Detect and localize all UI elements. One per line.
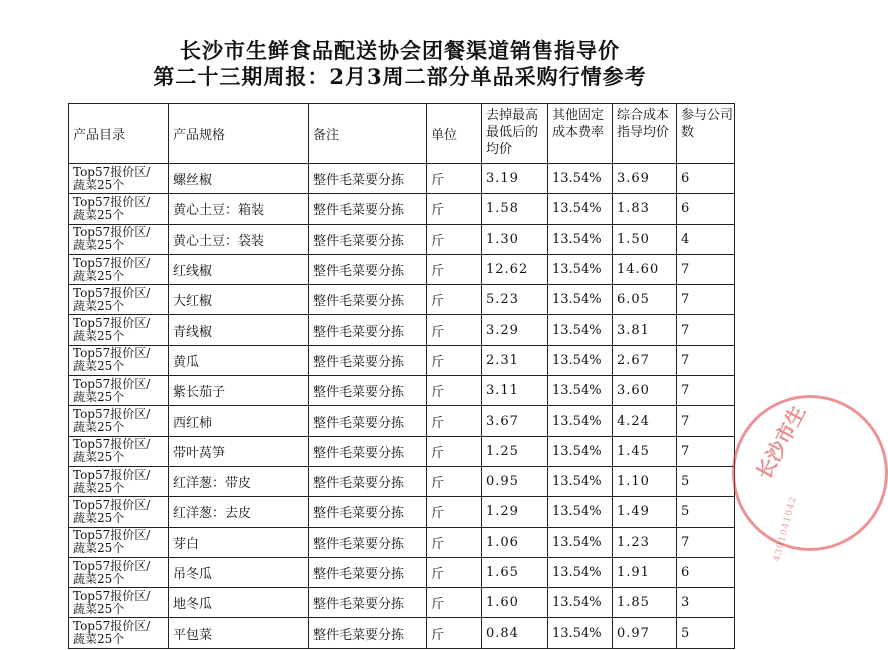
table-row bbox=[69, 345, 735, 375]
cell-company-count: 7 bbox=[677, 406, 735, 436]
cell-unit: 斤 bbox=[427, 497, 482, 527]
cell-fixed-rate: 13.54% bbox=[548, 497, 613, 527]
cell-note: 整件毛菜要分拣 bbox=[309, 345, 427, 375]
cell-category bbox=[69, 376, 169, 406]
header-fixed-rate: 其他固定成本费率 bbox=[548, 104, 613, 164]
category-text: 蔬菜25个 bbox=[73, 389, 125, 404]
table-row bbox=[69, 588, 735, 618]
cell-avg-price: 1.60 bbox=[482, 588, 548, 618]
cell-avg-price: 3.67 bbox=[482, 406, 548, 436]
category-text: Top57报价区/ bbox=[73, 558, 151, 573]
cell-category bbox=[69, 406, 169, 436]
cell-guide-price: 0.97 bbox=[613, 618, 677, 648]
cell-note: 整件毛菜要分拣 bbox=[309, 618, 427, 648]
cell-note: 整件毛菜要分拣 bbox=[309, 224, 427, 254]
category-text: 蔬菜25个 bbox=[73, 571, 125, 586]
cell-spec: 带叶莴笋 bbox=[169, 436, 309, 466]
table-row bbox=[69, 527, 735, 557]
cell-unit: 斤 bbox=[427, 436, 482, 466]
cell-fixed-rate: 13.54% bbox=[548, 315, 613, 345]
cell-unit: 斤 bbox=[427, 224, 482, 254]
table-header-row bbox=[69, 104, 735, 164]
table-row bbox=[69, 194, 735, 224]
cell-guide-price: 1.23 bbox=[613, 527, 677, 557]
cell-category bbox=[69, 224, 169, 254]
cell-spec: 螺丝椒 bbox=[169, 164, 309, 194]
cell-fixed-rate: 13.54% bbox=[548, 254, 613, 284]
cell-note: 整件毛菜要分拣 bbox=[309, 406, 427, 436]
table-row bbox=[69, 497, 735, 527]
header-note: 备注 bbox=[309, 104, 427, 164]
category-text: 蔬菜25个 bbox=[73, 238, 125, 253]
cell-note: 整件毛菜要分拣 bbox=[309, 194, 427, 224]
cell-avg-price: 1.29 bbox=[482, 497, 548, 527]
cell-unit: 斤 bbox=[427, 406, 482, 436]
cell-guide-price: 3.81 bbox=[613, 315, 677, 345]
category-text: 蔬菜25个 bbox=[73, 450, 125, 465]
cell-avg-price: 5.23 bbox=[482, 285, 548, 315]
cell-category bbox=[69, 466, 169, 496]
category-text: 蔬菜25个 bbox=[73, 359, 125, 374]
cell-spec: 黄心土豆：袋装 bbox=[169, 224, 309, 254]
category-text: 蔬菜25个 bbox=[73, 541, 125, 556]
cell-company-count: 5 bbox=[677, 618, 735, 648]
cell-unit: 斤 bbox=[427, 254, 482, 284]
cell-guide-price: 3.60 bbox=[613, 376, 677, 406]
cell-fixed-rate: 13.54% bbox=[548, 618, 613, 648]
category-text: 蔬菜25个 bbox=[73, 268, 125, 283]
cell-note: 整件毛菜要分拣 bbox=[309, 285, 427, 315]
category-text: Top57报价区/ bbox=[73, 285, 151, 300]
cell-company-count: 7 bbox=[677, 527, 735, 557]
cell-note: 整件毛菜要分拣 bbox=[309, 466, 427, 496]
cell-company-count: 7 bbox=[677, 315, 735, 345]
table-row bbox=[69, 254, 735, 284]
cell-category bbox=[69, 618, 169, 648]
category-text: Top57报价区/ bbox=[73, 437, 151, 452]
cell-category bbox=[69, 497, 169, 527]
cell-unit: 斤 bbox=[427, 588, 482, 618]
cell-fixed-rate: 13.54% bbox=[548, 224, 613, 254]
category-text: 蔬菜25个 bbox=[73, 510, 125, 525]
seal-text: 长沙市生 bbox=[751, 401, 811, 484]
cell-category bbox=[69, 194, 169, 224]
header-guide-price: 综合成本指导均价 bbox=[613, 104, 677, 164]
cell-fixed-rate: 13.54% bbox=[548, 285, 613, 315]
cell-company-count: 7 bbox=[677, 285, 735, 315]
cell-unit: 斤 bbox=[427, 618, 482, 648]
cell-category bbox=[69, 254, 169, 284]
cell-unit: 斤 bbox=[427, 164, 482, 194]
cell-avg-price: 1.06 bbox=[482, 527, 548, 557]
category-text: 蔬菜25个 bbox=[73, 177, 125, 192]
cell-guide-price: 6.05 bbox=[613, 285, 677, 315]
cell-company-count: 7 bbox=[677, 436, 735, 466]
cell-avg-price: 1.58 bbox=[482, 194, 548, 224]
category-text: Top57报价区/ bbox=[73, 255, 151, 270]
cell-guide-price: 1.91 bbox=[613, 557, 677, 587]
table-row bbox=[69, 224, 735, 254]
cell-company-count: 4 bbox=[677, 224, 735, 254]
cell-unit: 斤 bbox=[427, 557, 482, 587]
category-text: Top57报价区/ bbox=[73, 407, 151, 422]
cell-company-count: 5 bbox=[677, 466, 735, 496]
cell-avg-price: 2.31 bbox=[482, 345, 548, 375]
table-row bbox=[69, 164, 735, 194]
document-title: 长沙市生鲜食品配送协会团餐渠道销售指导价 bbox=[180, 38, 620, 63]
cell-spec: 芽白 bbox=[169, 527, 309, 557]
category-text: Top57报价区/ bbox=[73, 528, 151, 543]
category-text: 蔬菜25个 bbox=[73, 601, 125, 616]
cell-company-count: 7 bbox=[677, 254, 735, 284]
table-row bbox=[69, 406, 735, 436]
cell-category bbox=[69, 345, 169, 375]
header-spec: 产品规格 bbox=[169, 104, 309, 164]
cell-note: 整件毛菜要分拣 bbox=[309, 254, 427, 284]
cell-fixed-rate: 13.54% bbox=[548, 406, 613, 436]
cell-spec: 黄心土豆：箱装 bbox=[169, 194, 309, 224]
cell-unit: 斤 bbox=[427, 285, 482, 315]
cell-unit: 斤 bbox=[427, 466, 482, 496]
cell-guide-price: 1.45 bbox=[613, 436, 677, 466]
table-row bbox=[69, 376, 735, 406]
cell-fixed-rate: 13.54% bbox=[548, 527, 613, 557]
category-text: Top57报价区/ bbox=[73, 316, 151, 331]
cell-company-count: 7 bbox=[677, 345, 735, 375]
category-text: Top57报价区/ bbox=[73, 376, 151, 391]
cell-guide-price: 2.67 bbox=[613, 345, 677, 375]
cell-guide-price: 14.60 bbox=[613, 254, 677, 284]
cell-fixed-rate: 13.54% bbox=[548, 164, 613, 194]
table-row bbox=[69, 436, 735, 466]
cell-spec: 大红椒 bbox=[169, 285, 309, 315]
cell-fixed-rate: 13.54% bbox=[548, 557, 613, 587]
cell-avg-price: 3.29 bbox=[482, 315, 548, 345]
cell-avg-price: 12.62 bbox=[482, 254, 548, 284]
cell-company-count: 6 bbox=[677, 557, 735, 587]
cell-guide-price: 3.69 bbox=[613, 164, 677, 194]
cell-note: 整件毛菜要分拣 bbox=[309, 436, 427, 466]
cell-company-count: 6 bbox=[677, 194, 735, 224]
cell-category bbox=[69, 285, 169, 315]
cell-avg-price: 3.11 bbox=[482, 376, 548, 406]
cell-fixed-rate: 13.54% bbox=[548, 376, 613, 406]
cell-category bbox=[69, 588, 169, 618]
cell-spec: 地冬瓜 bbox=[169, 588, 309, 618]
cell-category bbox=[69, 436, 169, 466]
table-row bbox=[69, 618, 735, 648]
document-subtitle: 第二十三期周报：2月3周二部分单品采购行情参考 bbox=[153, 64, 647, 89]
cell-avg-price: 0.84 bbox=[482, 618, 548, 648]
cell-guide-price: 1.83 bbox=[613, 194, 677, 224]
category-text: Top57报价区/ bbox=[73, 588, 151, 603]
table-row bbox=[69, 285, 735, 315]
category-text: Top57报价区/ bbox=[73, 346, 151, 361]
header-unit: 单位 bbox=[427, 104, 482, 164]
category-text: Top57报价区/ bbox=[73, 164, 151, 179]
cell-unit: 斤 bbox=[427, 345, 482, 375]
category-text: 蔬菜25个 bbox=[73, 420, 125, 435]
category-text: Top57报价区/ bbox=[73, 619, 151, 634]
cell-category bbox=[69, 315, 169, 345]
cell-spec: 平包菜 bbox=[169, 618, 309, 648]
category-text: 蔬菜25个 bbox=[73, 329, 125, 344]
cell-guide-price: 1.10 bbox=[613, 466, 677, 496]
cell-spec: 黄瓜 bbox=[169, 345, 309, 375]
cell-note: 整件毛菜要分拣 bbox=[309, 557, 427, 587]
category-text: Top57报价区/ bbox=[73, 497, 151, 512]
cell-category bbox=[69, 557, 169, 587]
cell-category bbox=[69, 527, 169, 557]
header-company-count: 参与公司数 bbox=[677, 104, 735, 164]
cell-fixed-rate: 13.54% bbox=[548, 588, 613, 618]
cell-avg-price: 3.19 bbox=[482, 164, 548, 194]
seal-number: 4301041042 bbox=[772, 495, 800, 563]
cell-note: 整件毛菜要分拣 bbox=[309, 376, 427, 406]
cell-guide-price: 1.85 bbox=[613, 588, 677, 618]
cell-company-count: 7 bbox=[677, 376, 735, 406]
cell-spec: 红洋葱：带皮 bbox=[169, 466, 309, 496]
category-text: 蔬菜25个 bbox=[73, 207, 125, 222]
cell-fixed-rate: 13.54% bbox=[548, 436, 613, 466]
cell-unit: 斤 bbox=[427, 527, 482, 557]
cell-avg-price: 0.95 bbox=[482, 466, 548, 496]
header-avg-price: 去掉最高最低后的均价 bbox=[482, 104, 548, 164]
cell-guide-price: 1.49 bbox=[613, 497, 677, 527]
cell-fixed-rate: 13.54% bbox=[548, 466, 613, 496]
category-text: 蔬菜25个 bbox=[73, 632, 125, 647]
category-text: 蔬菜25个 bbox=[73, 480, 125, 495]
cell-company-count: 6 bbox=[677, 164, 735, 194]
cell-guide-price: 4.24 bbox=[613, 406, 677, 436]
cell-spec: 红线椒 bbox=[169, 254, 309, 284]
price-table bbox=[68, 103, 735, 649]
cell-spec: 红洋葱：去皮 bbox=[169, 497, 309, 527]
cell-spec: 吊冬瓜 bbox=[169, 557, 309, 587]
cell-avg-price: 1.30 bbox=[482, 224, 548, 254]
table-row bbox=[69, 466, 735, 496]
category-text: 蔬菜25个 bbox=[73, 298, 125, 313]
cell-company-count: 5 bbox=[677, 497, 735, 527]
category-text: Top57报价区/ bbox=[73, 194, 151, 209]
cell-company-count: 3 bbox=[677, 588, 735, 618]
cell-spec: 紫长茄子 bbox=[169, 376, 309, 406]
cell-spec: 西红柿 bbox=[169, 406, 309, 436]
cell-spec: 青线椒 bbox=[169, 315, 309, 345]
cell-note: 整件毛菜要分拣 bbox=[309, 527, 427, 557]
table-row bbox=[69, 315, 735, 345]
category-text: Top57报价区/ bbox=[73, 467, 151, 482]
cell-unit: 斤 bbox=[427, 194, 482, 224]
cell-category bbox=[69, 164, 169, 194]
table-row bbox=[69, 557, 735, 587]
cell-note: 整件毛菜要分拣 bbox=[309, 315, 427, 345]
cell-guide-price: 1.50 bbox=[613, 224, 677, 254]
header-category: 产品目录 bbox=[69, 104, 169, 164]
cell-avg-price: 1.65 bbox=[482, 557, 548, 587]
cell-avg-price: 1.25 bbox=[482, 436, 548, 466]
cell-fixed-rate: 13.54% bbox=[548, 194, 613, 224]
cell-unit: 斤 bbox=[427, 376, 482, 406]
category-text: Top57报价区/ bbox=[73, 225, 151, 240]
cell-unit: 斤 bbox=[427, 315, 482, 345]
cell-note: 整件毛菜要分拣 bbox=[309, 497, 427, 527]
cell-fixed-rate: 13.54% bbox=[548, 345, 613, 375]
cell-note: 整件毛菜要分拣 bbox=[309, 164, 427, 194]
cell-note: 整件毛菜要分拣 bbox=[309, 588, 427, 618]
